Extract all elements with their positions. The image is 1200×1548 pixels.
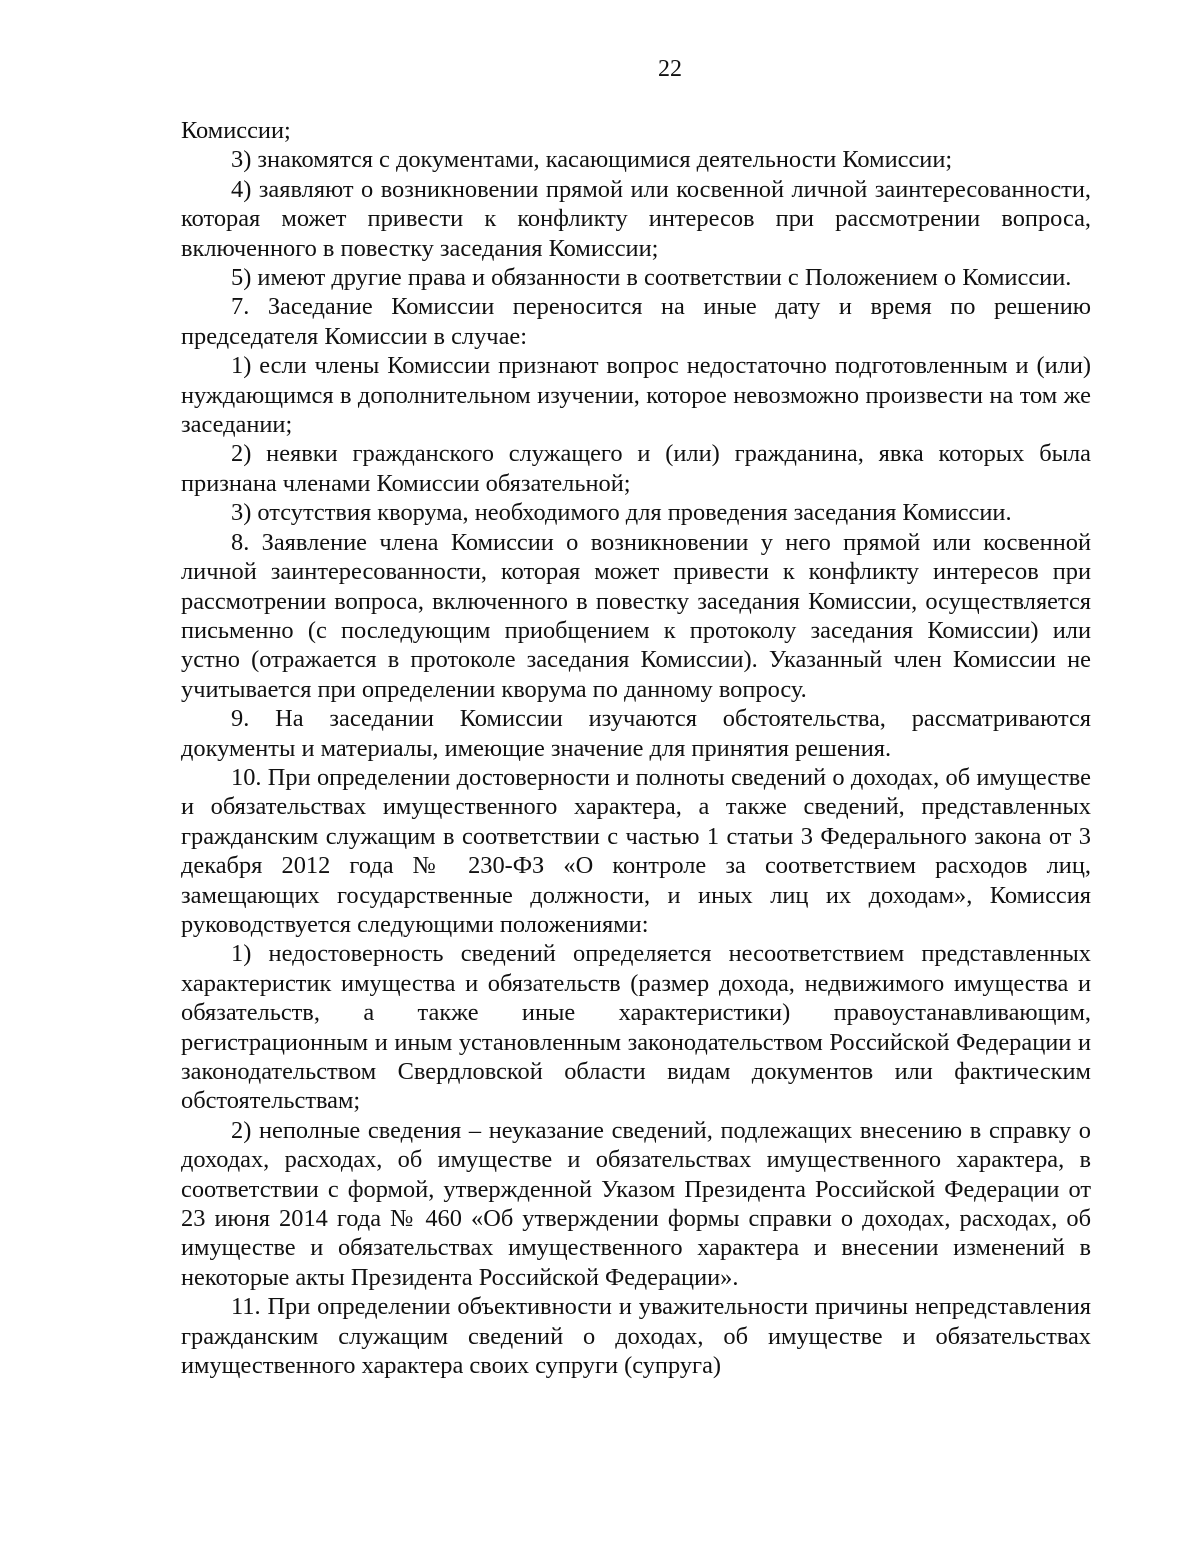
page-number: 22 <box>658 56 682 82</box>
paragraph-clause-7-item-1: 1) если члены Комиссии признают вопрос недостаточно подготовленным и (или) нуждающимся в дополнительном изучении, которое невозможно произвести на том же заседании; <box>181 352 1091 439</box>
paragraph-clause-7: 7. Заседание Комиссии переносится на иные дату и время по решению председателя Комиссии в случае: <box>181 293 1091 350</box>
paragraph-item-5-other-rights: 5) имеют другие права и обязанности в соответствии с Положением о Комиссии. <box>231 264 1072 292</box>
paragraph-continuation: Комиссии; <box>181 117 291 144</box>
document-body <box>181 116 1091 1380</box>
paragraph-clause-7-item-2: 2) неявки гражданского служащего и (или) гражданина, явка которых была признана членами Комиссии обязательной; <box>181 440 1091 497</box>
paragraph-clause-9: 9. На заседании Комиссии изучаются обстоятельства, рассматриваются документы и материалы, имеющие значение для принятия решения. <box>181 705 1091 762</box>
paragraph-item-3-familiarize: 3) знакомятся с документами, касающимися деятельности Комиссии; <box>231 146 953 174</box>
paragraph-clause-8: 8. Заявление члена Комиссии о возникновении у него прямой или косвенной личной заинтересованности, которая может привести к конфликту интересов при рассмотрении вопроса, включенного в повестку заседания Комиссии, осуществляется письменно (с последующим приобщением к протоколу заседания Комиссии) или устно (отражается в протоколе заседания Комиссии). Указанный член Комиссии не учитывается при определении кворума по данному вопросу. <box>181 528 1091 703</box>
paragraph-clause-10-item-1: 1) недостоверность сведений определяется несоответствием представленных характеристик имущества и обязательств (размер дохода, недвижимого имущества и обязательств, а также иные характеристики) правоустанавливающим, регистрационным и иным установленным законодательством Российской Федерации и законодательством Свердловской области видам документов или фактическим обстоятельствам; <box>181 940 1091 1115</box>
paragraph-clause-11: 11. При определении объективности и уважительности причины непредставления гражданским служащим сведений о доходах, об имуществе и обязательствах имущественного характера своих супруги (супруга) <box>181 1293 1091 1380</box>
paragraph-clause-10-item-2: 2) неполные сведения – неуказание сведений, подлежащих внесению в справку о доходах, расходах, об имуществе и обязательствах имущественного характера, в соответствии с формой, утвержденной Указом Президента Российской Федерации от 23 июня 2014 года № 460 «Об утверждении формы справки о доходах, расходах, об имуществе и обязательствах имущественного характера и внесении изменений в некоторые акты Президента Российской Федерации». <box>181 1116 1091 1291</box>
paragraph-clause-7-item-3: 3) отсутствия кворума, необходимого для проведения заседания Комиссии. <box>231 499 1012 527</box>
paragraph-item-4-declare-interest: 4) заявляют о возникновении прямой или косвенной личной заинтересованности, которая может привести к конфликту интересов при рассмотрении вопроса, включенного в повестку заседания Комиссии; <box>181 175 1091 262</box>
paragraph-clause-10: 10. При определении достоверности и полноты сведений о доходах, об имуществе и обязательствах имущественного характера, а также сведений, представленных гражданским служащим в соответствии с частью 1 статьи 3 Федерального закона от 3 декабря 2012 года № 230-ФЗ «О контроле за соответствием расходов лиц, замещающих государственные должности, и иных лиц их доходам», Комиссия руководствуется следующими положениями: <box>181 763 1091 938</box>
